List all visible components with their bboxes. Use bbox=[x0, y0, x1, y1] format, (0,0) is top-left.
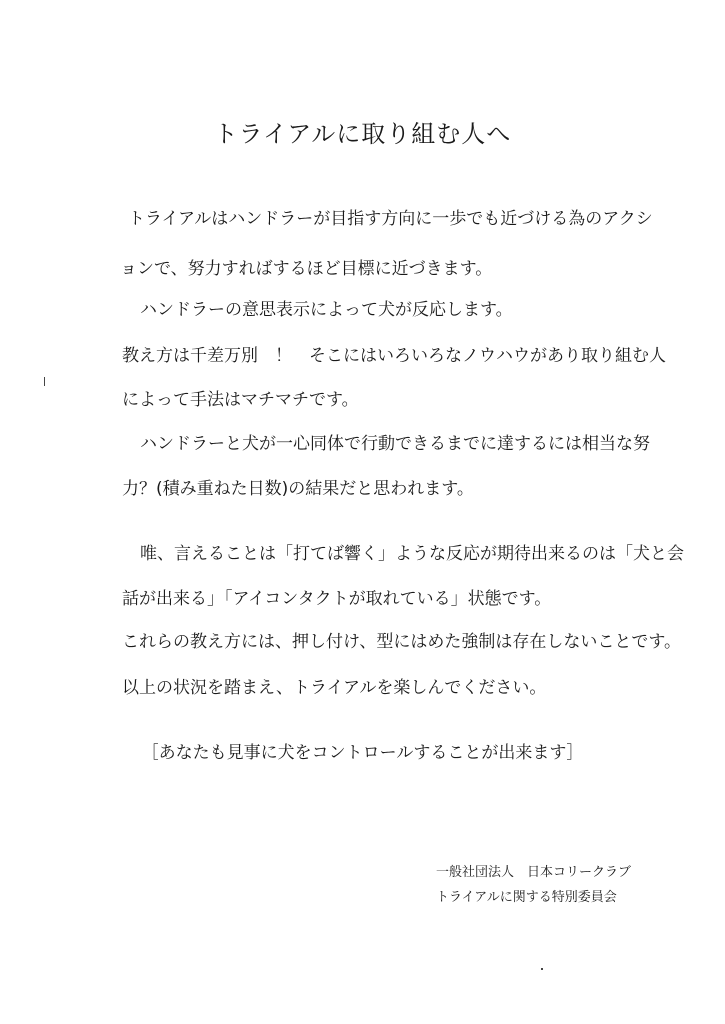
paragraph-line: 教え方は千差万別 ！ そこにはいろいろなノウハウがあり取り組む人 bbox=[122, 346, 666, 366]
paragraph-line: ハンドラーの意思表示によって犬が反応します。 bbox=[140, 300, 513, 320]
signature-organization: 一般社団法人 日本コリークラブ bbox=[436, 865, 632, 880]
scan-speck bbox=[541, 968, 543, 970]
page-title: トライアルに取り組む人へ bbox=[213, 120, 512, 148]
closing-note: ［あなたも見事に犬をコントロールすることが出来ます］ bbox=[141, 743, 584, 763]
paragraph-line: 力？(積み重ねた日数)の結果だと思われます。 bbox=[122, 479, 474, 499]
paragraph-line: 話が出来る」「アイコンタクトが取れている」状態です。 bbox=[122, 589, 552, 609]
paragraph-line: ハンドラーと犬が一心同体で行動できるまでに達するには相当な努 bbox=[140, 434, 650, 454]
paragraph-line: によって手法はマチマチです。 bbox=[122, 390, 359, 410]
signature-committee: トライアルに関する特別委員会 bbox=[436, 890, 617, 905]
scan-speck bbox=[44, 377, 45, 386]
paragraph-line: 以上の状況を踏まえ、トライアルを楽しんでください。 bbox=[122, 678, 547, 698]
paragraph-line: ョンで、努力すればするほど目標に近づきます。 bbox=[120, 259, 493, 279]
paragraph-line: 唯、言えることは「打てば響く」ような反応が期待出来るのは「犬と会 bbox=[140, 544, 684, 564]
paragraph-line: トライアルはハンドラーが目指す方向に一歩でも近づける為のアクシ bbox=[128, 209, 653, 229]
paragraph-line: これらの教え方には、押し付け、型にはめた強制は存在しないことです。 bbox=[122, 632, 681, 652]
